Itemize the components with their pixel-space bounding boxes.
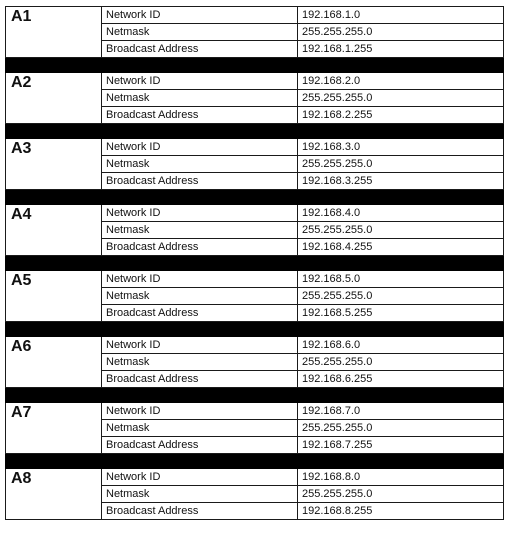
group-label: A8 bbox=[6, 469, 102, 520]
group-separator bbox=[6, 256, 504, 271]
network-id-value: 192.168.7.0 bbox=[298, 403, 504, 420]
group-label: A6 bbox=[6, 337, 102, 388]
netmask-value: 255.255.255.0 bbox=[298, 222, 504, 239]
separator-bar bbox=[6, 256, 504, 271]
network-id-value: 192.168.6.0 bbox=[298, 337, 504, 354]
network-id-label: Network ID bbox=[102, 205, 298, 222]
netmask-label: Netmask bbox=[102, 354, 298, 371]
group-label: A7 bbox=[6, 403, 102, 454]
network-id-label: Network ID bbox=[102, 337, 298, 354]
broadcast-value: 192.168.6.255 bbox=[298, 371, 504, 388]
netmask-value: 255.255.255.0 bbox=[298, 156, 504, 173]
netmask-label: Netmask bbox=[102, 90, 298, 107]
group-separator bbox=[6, 58, 504, 73]
broadcast-label: Broadcast Address bbox=[102, 503, 298, 520]
table-row bbox=[6, 205, 504, 222]
netmask-value: 255.255.255.0 bbox=[298, 288, 504, 305]
group-separator bbox=[6, 124, 504, 139]
broadcast-value: 192.168.8.255 bbox=[298, 503, 504, 520]
netmask-label: Netmask bbox=[102, 420, 298, 437]
broadcast-label: Broadcast Address bbox=[102, 371, 298, 388]
network-id-label: Network ID bbox=[102, 403, 298, 420]
group-separator bbox=[6, 388, 504, 403]
network-id-value: 192.168.2.0 bbox=[298, 73, 504, 90]
separator-bar bbox=[6, 388, 504, 403]
broadcast-value: 192.168.2.255 bbox=[298, 107, 504, 124]
broadcast-label: Broadcast Address bbox=[102, 173, 298, 190]
broadcast-label: Broadcast Address bbox=[102, 305, 298, 322]
netmask-label: Netmask bbox=[102, 288, 298, 305]
group-separator bbox=[6, 322, 504, 337]
netmask-value: 255.255.255.0 bbox=[298, 90, 504, 107]
network-id-value: 192.168.5.0 bbox=[298, 271, 504, 288]
network-id-label: Network ID bbox=[102, 73, 298, 90]
network-id-value: 192.168.1.0 bbox=[298, 7, 504, 24]
netmask-value: 255.255.255.0 bbox=[298, 24, 504, 41]
broadcast-label: Broadcast Address bbox=[102, 107, 298, 124]
network-id-value: 192.168.4.0 bbox=[298, 205, 504, 222]
table-row bbox=[6, 403, 504, 420]
subnet-table-body bbox=[6, 7, 504, 520]
broadcast-label: Broadcast Address bbox=[102, 41, 298, 58]
broadcast-value: 192.168.7.255 bbox=[298, 437, 504, 454]
network-id-value: 192.168.3.0 bbox=[298, 139, 504, 156]
group-separator bbox=[6, 454, 504, 469]
table-row bbox=[6, 271, 504, 288]
group-label: A5 bbox=[6, 271, 102, 322]
table-row bbox=[6, 7, 504, 24]
table-row bbox=[6, 469, 504, 486]
netmask-label: Netmask bbox=[102, 24, 298, 41]
network-id-label: Network ID bbox=[102, 271, 298, 288]
group-label: A3 bbox=[6, 139, 102, 190]
network-id-label: Network ID bbox=[102, 7, 298, 24]
group-label: A4 bbox=[6, 205, 102, 256]
broadcast-label: Broadcast Address bbox=[102, 437, 298, 454]
separator-bar bbox=[6, 454, 504, 469]
broadcast-value: 192.168.5.255 bbox=[298, 305, 504, 322]
subnet-table bbox=[5, 6, 504, 520]
network-id-label: Network ID bbox=[102, 139, 298, 156]
netmask-value: 255.255.255.0 bbox=[298, 420, 504, 437]
broadcast-value: 192.168.3.255 bbox=[298, 173, 504, 190]
netmask-label: Netmask bbox=[102, 222, 298, 239]
separator-bar bbox=[6, 322, 504, 337]
group-label: A1 bbox=[6, 7, 102, 58]
separator-bar bbox=[6, 190, 504, 205]
netmask-value: 255.255.255.0 bbox=[298, 354, 504, 371]
netmask-value: 255.255.255.0 bbox=[298, 486, 504, 503]
broadcast-label: Broadcast Address bbox=[102, 239, 298, 256]
broadcast-value: 192.168.1.255 bbox=[298, 41, 504, 58]
network-id-value: 192.168.8.0 bbox=[298, 469, 504, 486]
table-row bbox=[6, 73, 504, 90]
broadcast-value: 192.168.4.255 bbox=[298, 239, 504, 256]
network-id-label: Network ID bbox=[102, 469, 298, 486]
table-row bbox=[6, 139, 504, 156]
netmask-label: Netmask bbox=[102, 156, 298, 173]
separator-bar bbox=[6, 124, 504, 139]
separator-bar bbox=[6, 58, 504, 73]
group-label: A2 bbox=[6, 73, 102, 124]
table-row bbox=[6, 337, 504, 354]
netmask-label: Netmask bbox=[102, 486, 298, 503]
group-separator bbox=[6, 190, 504, 205]
